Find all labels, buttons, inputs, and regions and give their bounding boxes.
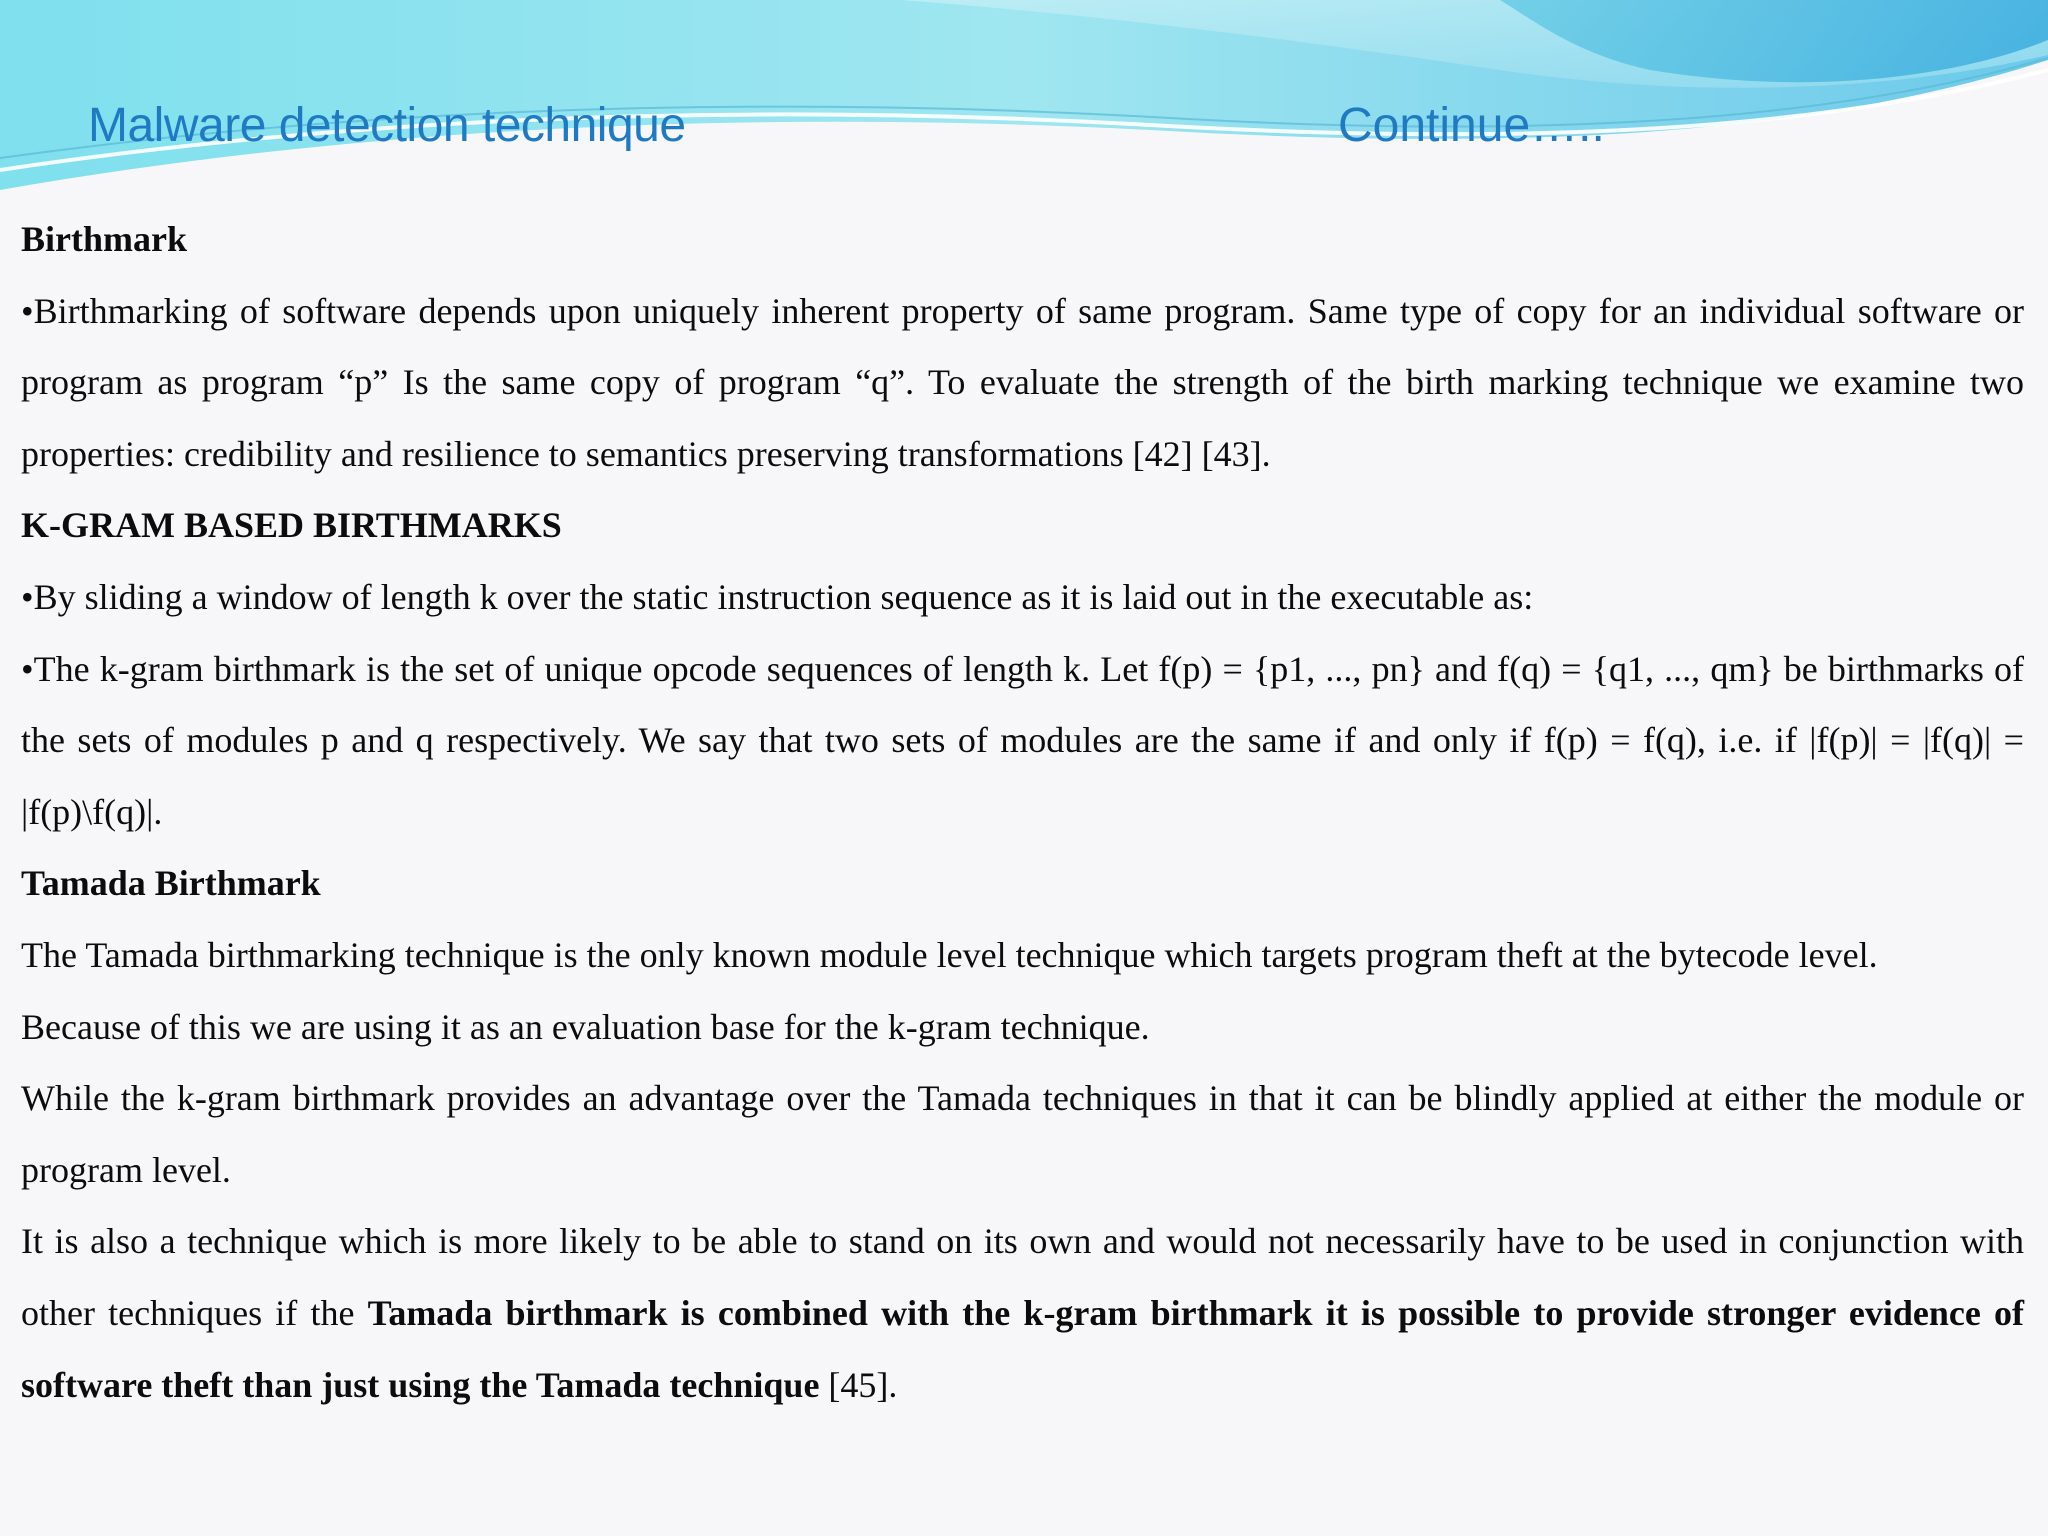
paragraph-tamada-evaluation: Because of this we are using it as an evaluation base for the k-gram technique. xyxy=(21,1006,1150,1047)
slide-title: Malware detection technique xyxy=(88,99,686,152)
paragraph-tamada-conclusion xyxy=(21,1206,2024,1421)
continue-label: Continue….. xyxy=(1338,99,1605,152)
slide-body xyxy=(21,204,2024,1421)
paragraph-tamada-advantage: While the k-gram birthmark provides an advantage over the Tamada techniques in that it can be blindly applied at either the module or program level. xyxy=(21,1078,2024,1190)
paragraph-kgram-definition: •The k-gram birthmark is the set of unique opcode sequences of length k. Let f(p) = {p1, ..., pn} and f(q) = {q1, ..., qm} be birthmarks of the sets of modules p and q respectively. We say that two sets of modules are the same if and only if f(p) = f(q), i.e. if |f(p)| = |f(q)| = |f(p)\f(q)|. xyxy=(21,648,2024,832)
conclusion-citation: [45]. xyxy=(819,1364,898,1405)
paragraph-birthmark: •Birthmarking of software depends upon uniquely inherent property of same program. Same type of copy for an individual software or program as program “p” Is the same copy of program “q”. To evaluate the strength of the birth marking technique we examine two properties: credibility and resilience to semantics preserving transformations [42] [43]. xyxy=(21,290,2024,474)
conclusion-text-start: It is also a technique which is more likely to be able to stand on its own and would not necessarily have to be used in conjunction with other techniques if the xyxy=(21,1221,2024,1333)
conclusion-text-bold: Tamada birthmark is combined with the k-gram birthmark it is possible to provide stronger evidence of software theft than just using the Tamada technique xyxy=(21,1292,2025,1405)
paragraph-kgram-window: •By sliding a window of length k over the static instruction sequence as it is laid out in the executable as: xyxy=(21,576,1534,617)
heading-birthmark: Birthmark xyxy=(21,219,187,259)
heading-kgram: K-GRAM BASED BIRTHMARKS xyxy=(21,505,562,546)
heading-tamada: Tamada Birthmark xyxy=(21,863,321,904)
paragraph-tamada-intro: The Tamada birthmarking technique is the only known module level technique which targets program theft at the bytecode level. xyxy=(21,934,1878,975)
